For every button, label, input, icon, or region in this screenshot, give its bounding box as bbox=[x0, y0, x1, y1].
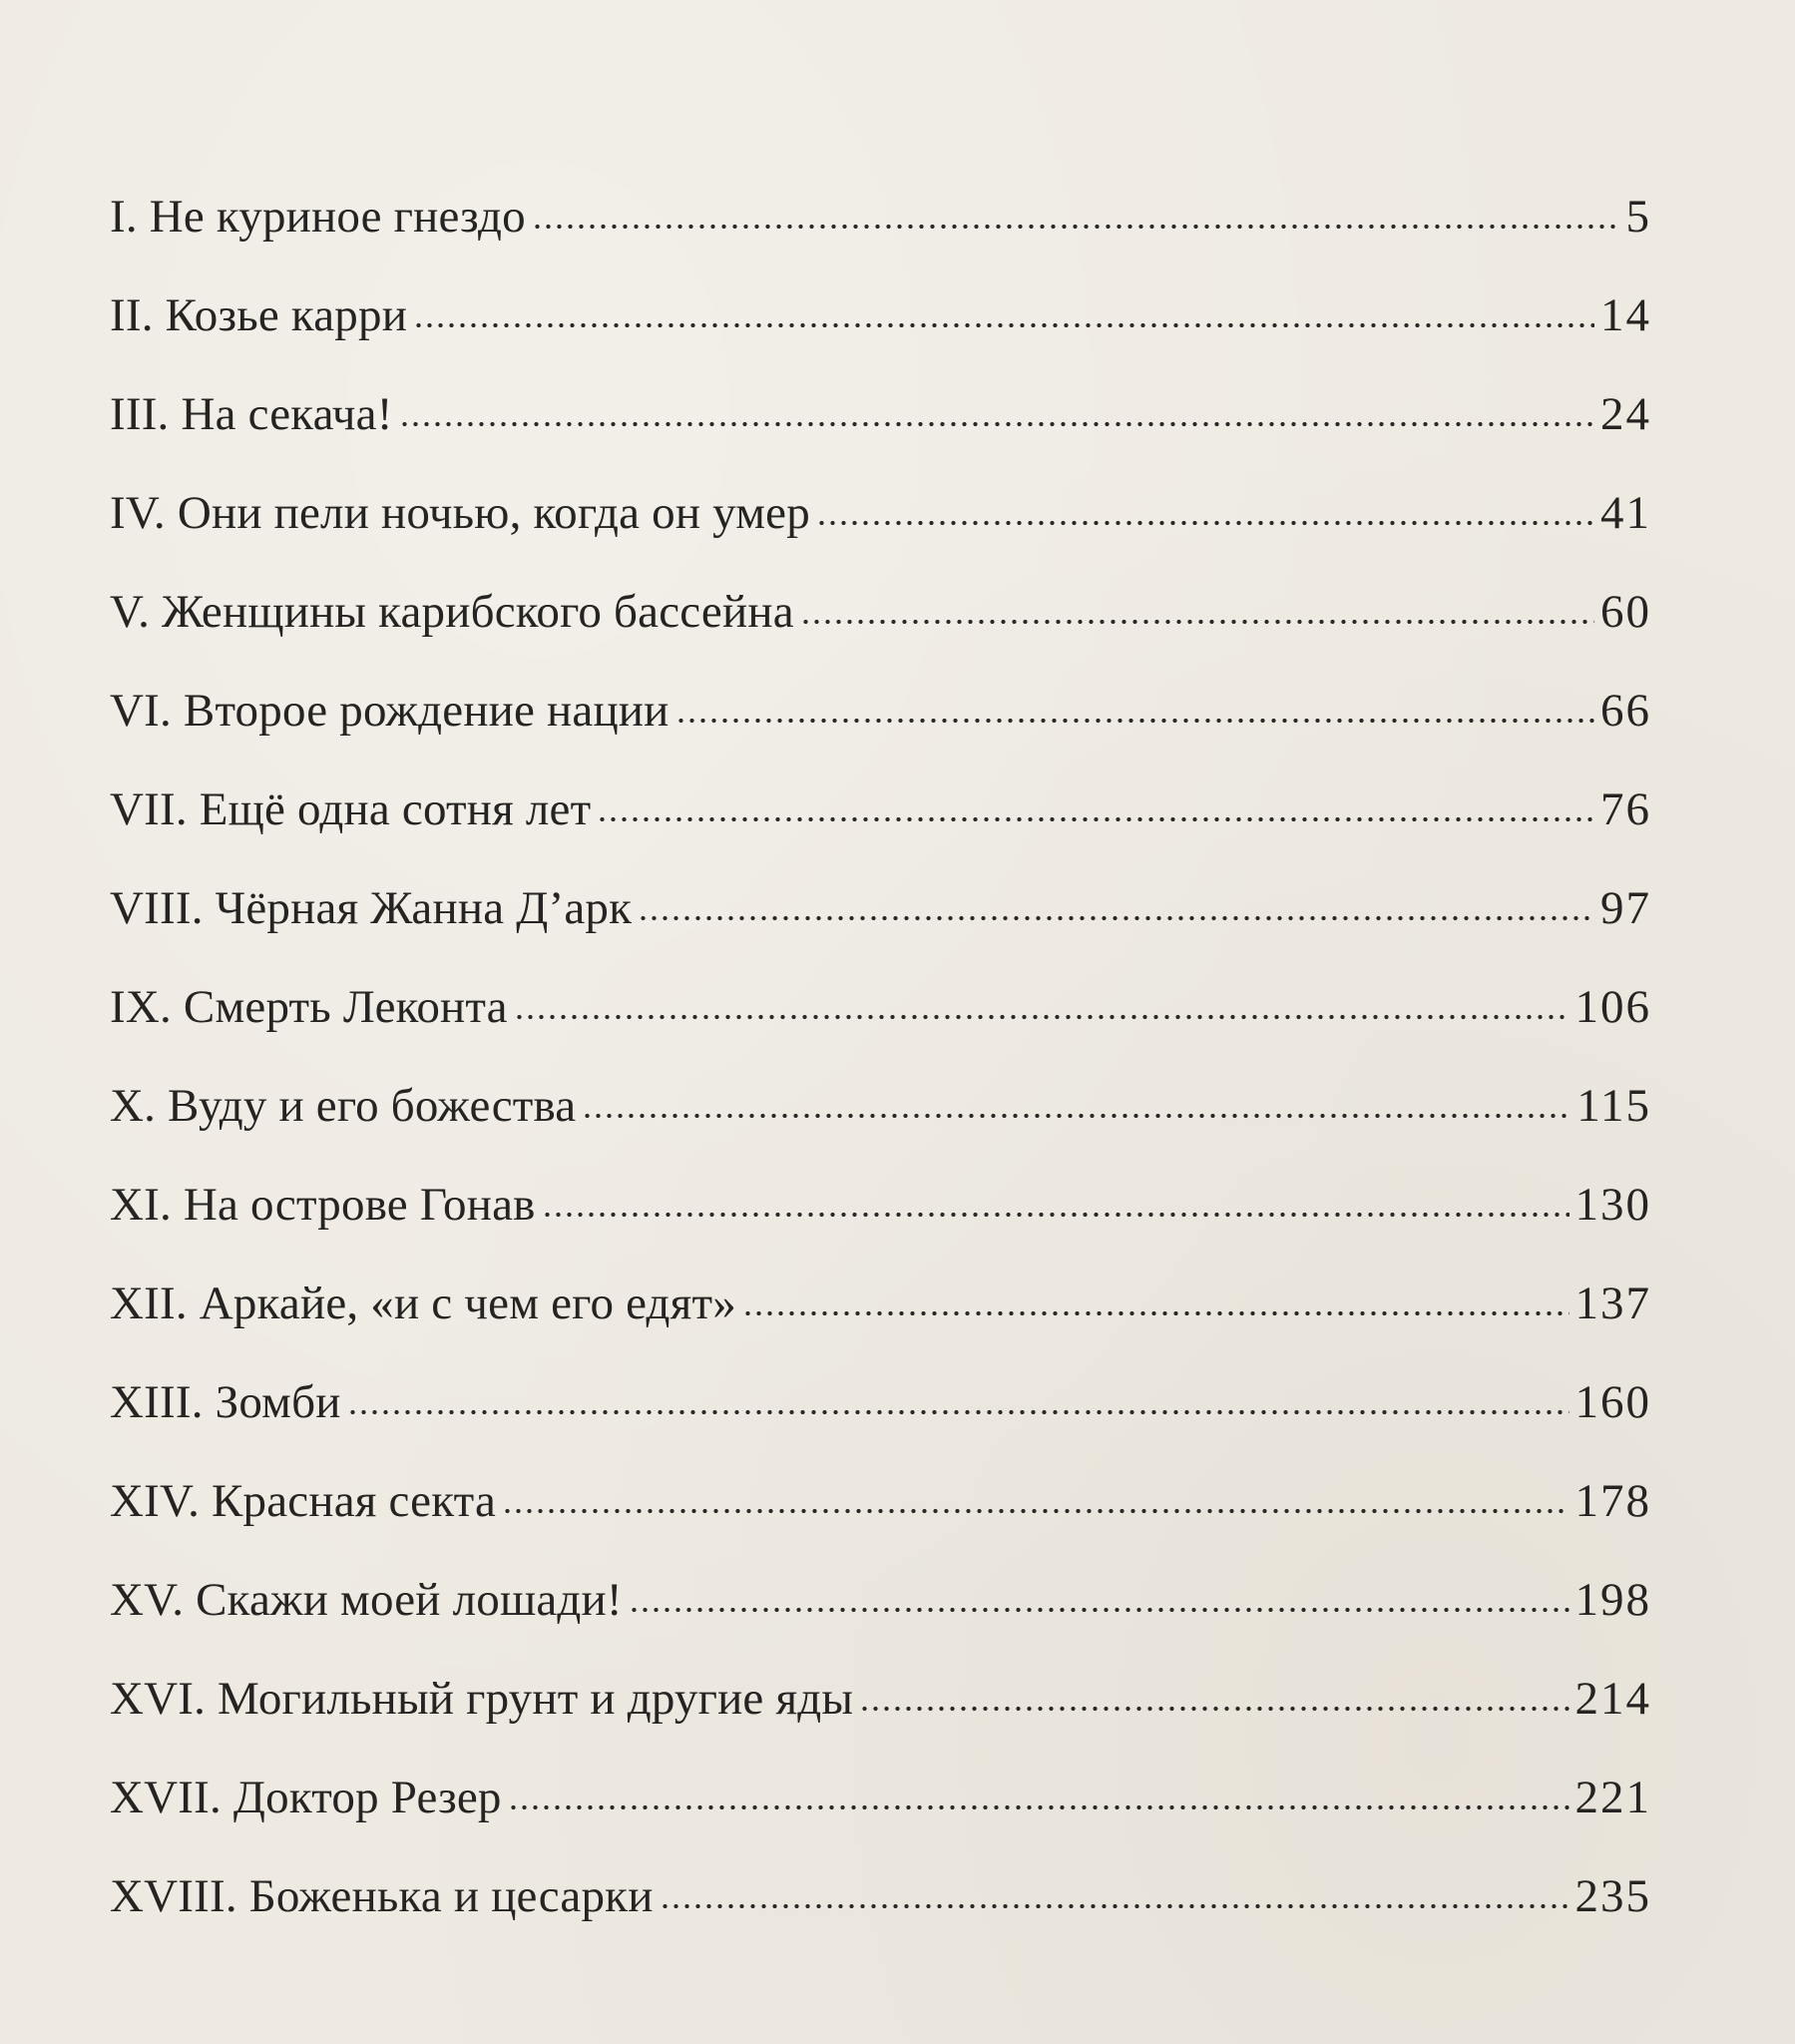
toc-entry-page: 5 bbox=[1625, 191, 1651, 243]
toc-entry-title: X. Вуду и его божества bbox=[110, 1080, 577, 1132]
toc-entry-page: 66 bbox=[1600, 685, 1651, 737]
dot-leader bbox=[514, 1014, 1570, 1020]
toc-entry bbox=[110, 365, 1651, 464]
dot-leader bbox=[629, 1607, 1570, 1613]
dot-leader bbox=[675, 718, 1594, 724]
toc-entry-title: XVII. Доктор Резер bbox=[110, 1772, 502, 1823]
dot-leader bbox=[399, 421, 1594, 427]
toc-entry-page: 160 bbox=[1574, 1376, 1651, 1428]
toc-entry bbox=[110, 266, 1651, 365]
toc-entry-title: V. Женщины карибского бассейна bbox=[110, 586, 794, 638]
toc-entry bbox=[110, 1057, 1651, 1156]
toc-entry-title: IX. Смерть Леконта bbox=[110, 981, 508, 1033]
toc-entry bbox=[110, 1255, 1651, 1353]
toc-entry-page: 76 bbox=[1600, 783, 1651, 835]
toc-entry-title: XI. На острове Гонав bbox=[110, 1179, 536, 1231]
dot-leader bbox=[413, 322, 1594, 328]
toc-entry bbox=[110, 168, 1651, 266]
toc-entry-title: IV. Они пели ночью, когда он умер bbox=[110, 487, 810, 539]
toc-entry bbox=[110, 563, 1651, 662]
toc-entry-page: 221 bbox=[1574, 1772, 1651, 1823]
toc-entry bbox=[110, 1353, 1651, 1452]
toc-entry-page: 235 bbox=[1574, 1870, 1651, 1922]
toc-entry-page: 41 bbox=[1600, 487, 1651, 539]
toc-entry-page: 60 bbox=[1600, 586, 1651, 638]
toc-entry-page: 115 bbox=[1576, 1080, 1651, 1132]
toc-entry-title: XVIII. Боженька и цесарки bbox=[110, 1870, 654, 1922]
toc-entry-title: II. Козье карри bbox=[110, 289, 408, 341]
dot-leader bbox=[742, 1310, 1570, 1316]
toc-entry-page: 14 bbox=[1600, 289, 1651, 341]
toc-entry bbox=[110, 1156, 1651, 1255]
toc-entry-title: XIII. Зомби bbox=[110, 1376, 341, 1428]
toc-entry-page: 106 bbox=[1574, 981, 1651, 1033]
dot-leader bbox=[660, 1903, 1570, 1909]
toc-entry bbox=[110, 1847, 1651, 1946]
dot-leader bbox=[508, 1804, 1570, 1810]
toc-entry bbox=[110, 859, 1651, 958]
toc-entry bbox=[110, 761, 1651, 859]
dot-leader bbox=[502, 1508, 1569, 1514]
dot-leader bbox=[532, 224, 1620, 230]
dot-leader bbox=[800, 619, 1594, 625]
toc-entry bbox=[110, 1749, 1651, 1847]
toc-entry-title: VII. Ещё одна сотня лет bbox=[110, 783, 592, 835]
table-of-contents bbox=[110, 168, 1651, 1946]
toc-entry bbox=[110, 1650, 1651, 1749]
toc-entry-page: 137 bbox=[1574, 1278, 1651, 1329]
dot-leader bbox=[597, 816, 1594, 822]
toc-entry-page: 24 bbox=[1600, 388, 1651, 440]
toc-entry-page: 198 bbox=[1574, 1574, 1651, 1626]
toc-entry-page: 178 bbox=[1574, 1475, 1651, 1527]
toc-entry-title: I. Не куриное гнездо bbox=[110, 191, 526, 243]
toc-entry-title: XVI. Могильный грунт и другие яды bbox=[110, 1673, 854, 1725]
dot-leader bbox=[859, 1706, 1569, 1712]
toc-entry bbox=[110, 958, 1651, 1057]
toc-entry bbox=[110, 662, 1651, 761]
toc-entry bbox=[110, 1452, 1651, 1551]
toc-entry-title: VIII. Чёрная Жанна Д’арк bbox=[110, 882, 633, 934]
toc-entry bbox=[110, 1551, 1651, 1650]
toc-entry-title: XII. Аркайе, «и с чем его едят» bbox=[110, 1278, 736, 1329]
dot-leader bbox=[542, 1212, 1570, 1218]
toc-entry bbox=[110, 464, 1651, 563]
toc-entry-page: 130 bbox=[1574, 1179, 1651, 1231]
toc-entry-title: XV. Скажи моей лошади! bbox=[110, 1574, 623, 1626]
toc-entry-title: XIV. Красная секта bbox=[110, 1475, 497, 1527]
toc-entry-page: 97 bbox=[1600, 882, 1651, 934]
toc-entry-page: 214 bbox=[1574, 1673, 1651, 1725]
dot-leader bbox=[638, 915, 1594, 921]
dot-leader bbox=[582, 1113, 1571, 1119]
dot-leader bbox=[816, 520, 1594, 526]
dot-leader bbox=[347, 1409, 1570, 1415]
toc-entry-title: III. На секача! bbox=[110, 388, 393, 440]
toc-entry-title: VI. Второе рождение нации bbox=[110, 685, 670, 737]
